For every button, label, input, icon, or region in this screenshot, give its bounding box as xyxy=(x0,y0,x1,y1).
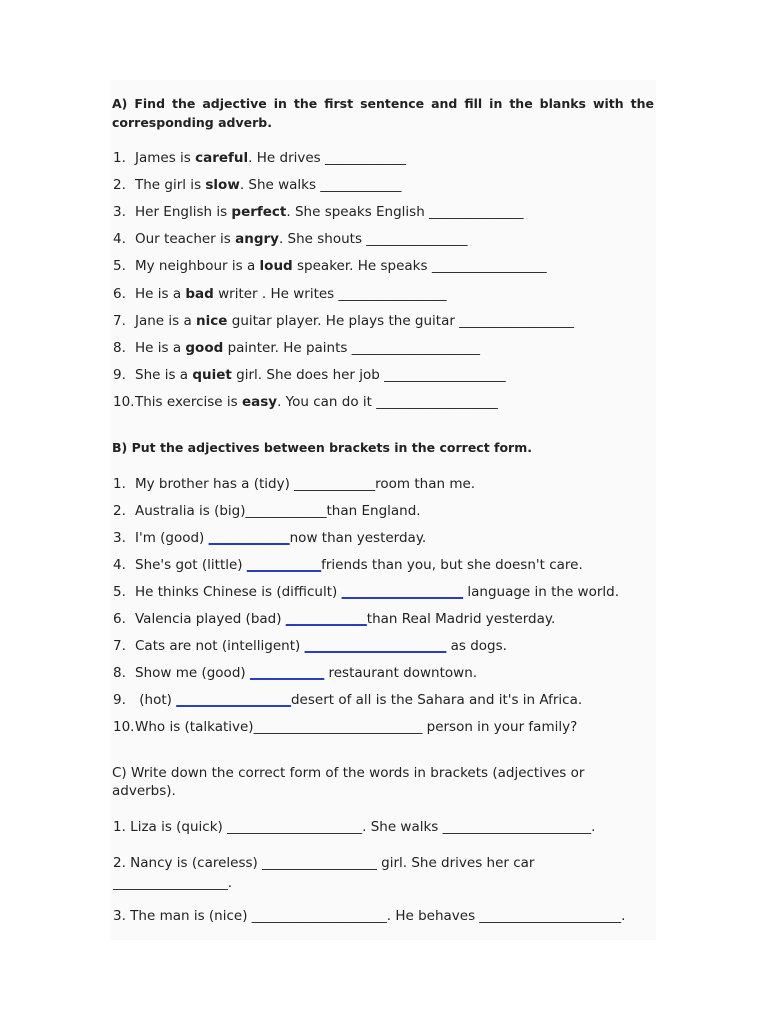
item-number: 10. xyxy=(113,719,135,735)
exercise-b-item xyxy=(113,718,577,736)
item-text-after: . She walks ____________ xyxy=(239,177,402,193)
exercise-b-item xyxy=(113,637,507,655)
item-text-after: painter. He paints ___________________ xyxy=(223,340,480,356)
item-number: 9. xyxy=(113,692,126,708)
item-text-before: The girl is xyxy=(135,177,206,193)
item-adjective: nice xyxy=(196,313,228,329)
item-number: 8. xyxy=(113,665,126,681)
item-text-after: guitar player. He plays the guitar _________________ xyxy=(227,313,574,329)
item-text-after: . She shouts _______________ xyxy=(278,231,468,247)
item-number: 6. xyxy=(113,286,126,302)
exercise-a-item xyxy=(113,257,547,275)
item-text-before: (hot) xyxy=(135,692,177,708)
item-text-after: room than me. xyxy=(375,476,476,492)
item-text-before: Who is (talkative) xyxy=(135,719,254,735)
item-line-continued: _________________. xyxy=(113,875,233,891)
item-text-after: . You can do it __________________ xyxy=(277,394,498,410)
item-adjective: perfect xyxy=(231,204,287,220)
item-text-before: Show me (good) xyxy=(135,665,250,681)
exercise-b-item xyxy=(113,502,421,520)
item-line: 3. The man is (nice) ____________________. He behaves _____________________. xyxy=(113,908,626,924)
item-number: 9. xyxy=(113,367,126,383)
item-text-after: restaurant downtown. xyxy=(324,665,478,681)
item-number: 7. xyxy=(113,638,126,654)
section-a-heading: A) Find the adjective in the first sentence and fill in the blanks with the corresponding adverb. xyxy=(112,96,654,130)
exercise-b-item xyxy=(113,556,583,574)
item-text-after: as dogs. xyxy=(446,638,507,654)
item-adjective: angry xyxy=(235,231,279,247)
exercise-b-item xyxy=(113,610,555,628)
item-text-before: My neighbour is a xyxy=(135,258,260,274)
exercise-b-item xyxy=(113,529,426,547)
item-text-after: language in the world. xyxy=(463,584,620,600)
item-number: 3. xyxy=(113,530,126,546)
item-adjective: slow xyxy=(205,177,240,193)
answer-blank: _____________________ xyxy=(304,638,447,654)
exercise-c-item xyxy=(113,854,535,892)
item-number: 4. xyxy=(113,557,126,573)
item-text-after: . He drives ____________ xyxy=(248,150,406,166)
item-text-after: girl. She does her job __________________ xyxy=(231,367,506,383)
item-adjective: careful xyxy=(195,150,249,166)
section-c-heading: C) Write down the correct form of the words in brackets (adjectives or adverbs). xyxy=(112,765,585,799)
item-number: 6. xyxy=(113,611,126,627)
item-number: 1. xyxy=(113,476,126,492)
exercise-b-item xyxy=(113,583,619,601)
item-text-after: . She speaks English ______________ xyxy=(286,204,524,220)
item-adjective: easy xyxy=(241,394,278,410)
item-number: 2. xyxy=(113,503,126,519)
item-text-before: My brother has a (tidy) xyxy=(135,476,295,492)
item-text-after: person in your family? xyxy=(422,719,578,735)
item-text-before: He is a xyxy=(135,340,186,356)
item-number: 5. xyxy=(113,584,126,600)
section-b-heading: B) Put the adjectives between brackets in the correct form. xyxy=(112,440,532,455)
answer-blank: __________________ xyxy=(341,584,464,600)
exercise-c-item xyxy=(113,818,595,836)
item-line: 1. Liza is (quick) ____________________. She walks ______________________. xyxy=(113,819,596,835)
answer-blank: ___________ xyxy=(246,557,322,573)
exercise-a-item xyxy=(113,285,447,303)
item-text-before: Our teacher is xyxy=(135,231,236,247)
answer-blank: ____________ xyxy=(294,476,376,492)
item-number: 5. xyxy=(113,258,126,274)
item-text-after: speaker. He speaks _________________ xyxy=(292,258,547,274)
exercise-a-item xyxy=(113,203,524,221)
item-text-after: friends than you, but she doesn't care. xyxy=(321,557,583,573)
item-number: 7. xyxy=(113,313,126,329)
answer-blank: ____________ xyxy=(285,611,367,627)
item-text-before: James is xyxy=(135,150,196,166)
item-line: 2. Nancy is (careless) _________________ girl. She drives her car xyxy=(113,855,535,871)
exercise-a-item xyxy=(113,312,574,330)
item-text-after: than Real Madrid yesterday. xyxy=(366,611,556,627)
item-text-before: She's got (little) xyxy=(135,557,247,573)
answer-blank: _________________________ xyxy=(253,719,423,735)
item-text-after: than England. xyxy=(326,503,421,519)
exercise-b-item xyxy=(113,475,475,493)
item-text-after: desert of all is the Sahara and it's in Africa. xyxy=(290,692,583,708)
item-text-before: He thinks Chinese is (difficult) xyxy=(135,584,342,600)
item-text-before: I'm (good) xyxy=(135,530,209,546)
exercise-a-item xyxy=(113,230,468,248)
item-text-before: She is a xyxy=(135,367,193,383)
item-number: 4. xyxy=(113,231,126,247)
item-number: 1. xyxy=(113,150,126,166)
item-text-before: He is a xyxy=(135,286,186,302)
item-number: 8. xyxy=(113,340,126,356)
exercise-b-item xyxy=(113,691,582,709)
item-text-before: Cats are not (intelligent) xyxy=(135,638,305,654)
item-adjective: good xyxy=(185,340,224,356)
answer-blank: _________________ xyxy=(176,692,291,708)
answer-blank: ___________ xyxy=(249,665,325,681)
item-text-before: Jane is a xyxy=(135,313,197,329)
item-text-before: Australia is (big) xyxy=(135,503,246,519)
item-text-after: now than yesterday. xyxy=(289,530,427,546)
exercise-a-item xyxy=(113,393,498,411)
exercise-a-item xyxy=(113,366,506,384)
item-number: 10. xyxy=(113,394,135,410)
item-text-before: This exercise is xyxy=(135,394,242,410)
exercise-a-item xyxy=(113,339,480,357)
answer-blank: ____________ xyxy=(245,503,327,519)
exercise-a-item xyxy=(113,149,406,167)
item-text-before: Valencia played (bad) xyxy=(135,611,286,627)
item-text-before: Her English is xyxy=(135,204,232,220)
exercise-a-item xyxy=(113,176,401,194)
item-number: 3. xyxy=(113,204,126,220)
exercise-c-item xyxy=(113,907,625,925)
item-number: 2. xyxy=(113,177,126,193)
item-adjective: quiet xyxy=(192,367,232,383)
item-adjective: bad xyxy=(185,286,214,302)
item-text-after: writer . He writes ________________ xyxy=(213,286,447,302)
answer-blank: ____________ xyxy=(208,530,290,546)
item-adjective: loud xyxy=(259,258,293,274)
exercise-b-item xyxy=(113,664,477,682)
